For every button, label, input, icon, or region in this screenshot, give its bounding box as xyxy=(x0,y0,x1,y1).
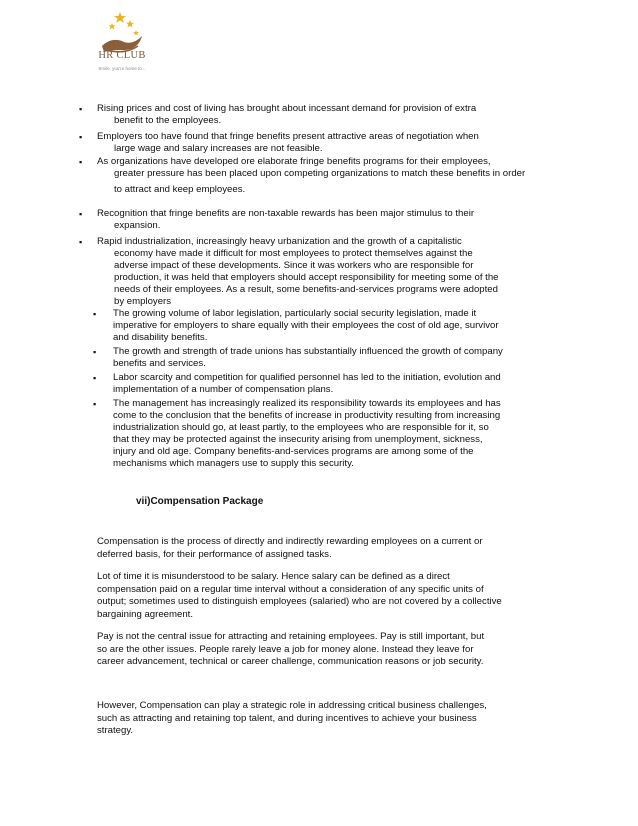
paragraph-line: compensation paid on a regular time interval without a consideration of any specific units of xyxy=(97,583,484,595)
bullet-line: by employers xyxy=(114,296,172,307)
square-bullet-icon: ▪ xyxy=(79,104,83,114)
paragraph-line: Pay is not the central issue for attracting and retaining employees. Pay is still important, but xyxy=(97,631,485,642)
square-bullet-icon: ▪ xyxy=(93,347,97,357)
square-bullet-icon: ▪ xyxy=(79,132,83,142)
bullet-line: imperative for employers to share equally with their employees the cost of old age, survivor xyxy=(113,320,499,331)
bullet-line: adverse impact of these developments. Since it was workers who are responsible for xyxy=(114,260,474,271)
paragraph-line: bargaining agreement. xyxy=(97,608,194,620)
bullet-line: needs of their employees. As a result, some benefits-and-services programs were adopted xyxy=(114,284,498,295)
logo-name: HR CLUB xyxy=(98,50,146,61)
bullet-line: Employers too have found that fringe benefits present attractive areas of negotiation when xyxy=(97,131,479,142)
bullet-line: industrialization should go, at least partly, to the employees who are responsible for it, so xyxy=(113,422,489,433)
bullet-line: injury and old age. Company benefits-and-services programs are among some of the xyxy=(113,446,474,457)
bullet-line: Recognition that fringe benefits are non-taxable rewards has been major stimulus to their xyxy=(97,208,475,219)
paragraph-line: career advancement, technical or career challenge, communication reasons or job security. xyxy=(97,656,484,668)
paragraph-line: However, Compensation can play a strategic role in addressing critical business challenges, xyxy=(97,700,487,711)
logo-tagline: Smile, you're home to... xyxy=(98,66,146,71)
bullet-line: The management has increasingly realized its responsibility towards its employees and has xyxy=(113,398,501,409)
bullet-line: and disability benefits. xyxy=(113,332,208,343)
bullet-line: Rising prices and cost of living has brought about incessant demand for provision of extra xyxy=(97,103,477,114)
bullet-line: production, it was held that employers should accept responsibility for meeting some of the xyxy=(114,272,499,283)
bullet-line: benefit to the employees. xyxy=(114,115,222,126)
bullet-line: to attract and keep employees. xyxy=(114,184,246,195)
bullet-line: benefits and services. xyxy=(113,358,206,369)
square-bullet-icon: ▪ xyxy=(93,309,97,319)
paragraph-line: so are the other issues. People rarely leave a job for money alone. Instead they leave for xyxy=(97,643,474,655)
bullet-line: Rapid industrialization, increasingly heavy urbanization and the growth of a capitalistic xyxy=(97,236,462,247)
section-heading: vii)Compensation Package xyxy=(136,496,264,507)
paragraph-line: Lot of time it is misunderstood to be salary. Hence salary can be defined as a direct xyxy=(97,571,450,582)
paragraph-line: strategy. xyxy=(97,725,134,737)
square-bullet-icon: ▪ xyxy=(93,373,97,383)
bullet-line: come to the conclusion that the benefits of increase in productivity resulting from increasing xyxy=(113,410,501,421)
paragraph-line: deferred basis, for their performance of assigned tasks. xyxy=(97,548,332,560)
bullet-line: The growing volume of labor legislation, particularly social security legislation, made it xyxy=(113,308,477,319)
square-bullet-icon: ▪ xyxy=(93,399,97,409)
bullet-line: implementation of a number of compensation plans. xyxy=(113,384,334,395)
paragraph-line: output; sometimes used to distinguish employees (salaried) who are not covered by a collective xyxy=(97,596,502,608)
paragraph-line: such as attracting and retaining top talent, and during incentives to achieve your business xyxy=(97,712,477,724)
paragraph xyxy=(97,631,557,669)
bullet-line: that they may be protected against the insecurity arising from unemployment, sickness, xyxy=(113,434,483,445)
bullet-line: greater pressure has been placed upon competing organizations to match these benefits in order xyxy=(114,168,526,179)
bullet-line: Labor scarcity and competition for qualified personnel has led to the initiation, evolution and xyxy=(113,372,501,383)
paragraph xyxy=(97,700,557,738)
bullet-line: As organizations have developed ore elaborate fringe benefits programs for their employees, xyxy=(97,156,491,167)
bullet-line: mechanisms which managers use to supply this security. xyxy=(113,458,354,469)
bullet-line: expansion. xyxy=(114,220,161,231)
square-bullet-icon: ▪ xyxy=(79,237,83,247)
square-bullet-icon: ▪ xyxy=(79,209,83,219)
paragraph-line: Compensation is the process of directly and indirectly rewarding employees on a current or xyxy=(97,536,483,547)
bullet-line: The growth and strength of trade unions has substantially influenced the growth of company xyxy=(113,346,503,357)
square-bullet-icon: ▪ xyxy=(79,157,83,167)
paragraph xyxy=(97,571,557,621)
bullet-line: economy have made it difficult for most employees to protect themselves against the xyxy=(114,248,473,259)
bullet-line: large wage and salary increases are not feasible. xyxy=(114,143,323,154)
paragraph xyxy=(97,536,557,561)
